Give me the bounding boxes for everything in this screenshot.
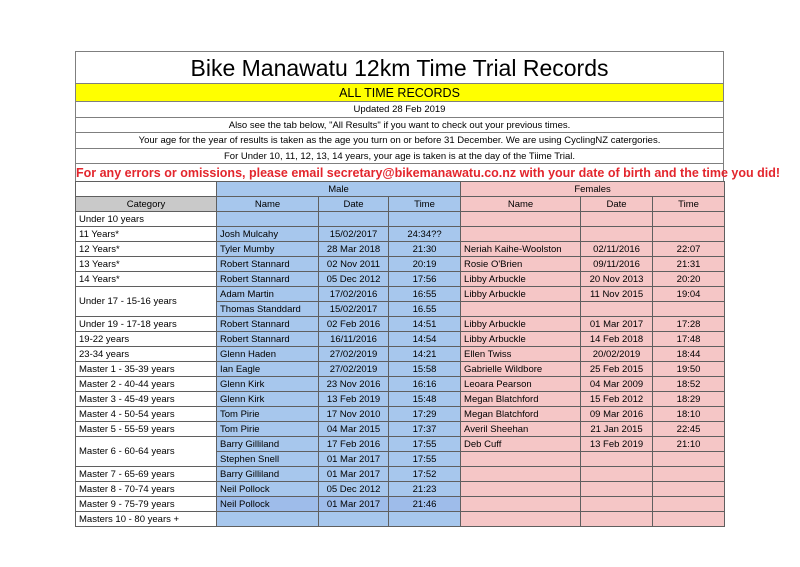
male-name-cell: Glenn Kirk [217, 392, 319, 407]
female-date-cell [581, 497, 653, 512]
female-date-cell: 20/02/2019 [581, 347, 653, 362]
male-time-cell [389, 212, 461, 227]
male-name-cell: Robert Stannard [217, 317, 319, 332]
male-date-cell: 05 Dec 2012 [319, 482, 389, 497]
female-name-cell: Averil Sheehan [461, 422, 581, 437]
male-name-cell: Robert Stannard [217, 272, 319, 287]
category-cell: 11 Years* [76, 227, 217, 242]
female-group-header: Females [461, 182, 725, 197]
category-cell: 19-22 years [76, 332, 217, 347]
female-time-cell: 22:45 [653, 422, 725, 437]
male-time-cell: 21:46 [389, 497, 461, 512]
female-date-cell [581, 467, 653, 482]
female-date-cell [581, 512, 653, 527]
male-time-cell: 21:23 [389, 482, 461, 497]
category-cell: Master 2 - 40-44 years [76, 377, 217, 392]
female-date-header: Date [581, 197, 653, 212]
male-date-cell: 17 Nov 2010 [319, 407, 389, 422]
male-time-cell: 17:29 [389, 407, 461, 422]
male-name-cell: Barry Gilliland [217, 437, 319, 452]
table-row [76, 227, 725, 242]
male-time-cell: 14:51 [389, 317, 461, 332]
female-time-cell [653, 467, 725, 482]
male-date-cell: 16/11/2016 [319, 332, 389, 347]
female-date-cell: 25 Feb 2015 [581, 362, 653, 377]
male-name-header: Name [217, 197, 319, 212]
contact-alert: For any errors or omissions, please email secretary@bikemanawatu.co.nz with your date of birth and the time you did! [75, 163, 724, 181]
male-name-cell: Robert Stannard [217, 332, 319, 347]
male-time-cell: 17:37 [389, 422, 461, 437]
female-time-cell: 18:44 [653, 347, 725, 362]
category-cell: 13 Years* [76, 257, 217, 272]
male-group-header: Male [217, 182, 461, 197]
category-cell: Master 5 - 55-59 years [76, 422, 217, 437]
female-time-cell [653, 482, 725, 497]
table-row [76, 332, 725, 347]
note-all-results: Also see the tab below, "All Results" if you want to check out your previous times. [75, 117, 724, 133]
male-date-cell: 17/02/2016 [319, 287, 389, 302]
table-row [76, 512, 725, 527]
category-cell: Masters 10 - 80 years + [76, 512, 217, 527]
male-name-cell: Ian Eagle [217, 362, 319, 377]
table-row [76, 347, 725, 362]
table-row [76, 317, 725, 332]
female-name-cell [461, 302, 581, 317]
female-time-cell [653, 452, 725, 467]
male-date-header: Date [319, 197, 389, 212]
male-name-cell: Adam Martin [217, 287, 319, 302]
female-time-cell [653, 212, 725, 227]
female-time-cell: 20:20 [653, 272, 725, 287]
female-name-cell: Leoara Pearson [461, 377, 581, 392]
category-cell: Master 7 - 65-69 years [76, 467, 217, 482]
blank-header-cell [76, 182, 217, 197]
male-time-cell: 17:55 [389, 437, 461, 452]
female-date-cell: 01 Mar 2017 [581, 317, 653, 332]
male-date-cell: 23 Nov 2016 [319, 377, 389, 392]
group-header-row [76, 182, 725, 197]
category-cell: Master 1 - 35-39 years [76, 362, 217, 377]
records-body [76, 212, 725, 527]
male-name-cell: Thomas Standdard [217, 302, 319, 317]
female-name-cell: Megan Blatchford [461, 407, 581, 422]
table-row [76, 287, 725, 302]
female-time-cell [653, 302, 725, 317]
male-name-cell: Robert Stannard [217, 257, 319, 272]
female-name-cell: Libby Arbuckle [461, 317, 581, 332]
category-cell: 12 Years* [76, 242, 217, 257]
male-date-cell [319, 512, 389, 527]
male-name-cell: Tom Pirie [217, 407, 319, 422]
female-time-cell: 18:10 [653, 407, 725, 422]
note-junior-age: For Under 10, 11, 12, 13, 14 years, your age is taken is at the day of the Tiime Trial. [75, 148, 724, 164]
male-date-cell: 01 Mar 2017 [319, 467, 389, 482]
updated-date: Updated 28 Feb 2019 [75, 101, 724, 117]
female-date-cell: 04 Mar 2009 [581, 377, 653, 392]
female-name-cell: Gabrielle Wildbore [461, 362, 581, 377]
male-time-header: Time [389, 197, 461, 212]
male-time-cell: 16:16 [389, 377, 461, 392]
male-date-cell: 27/02/2019 [319, 347, 389, 362]
table-row [76, 212, 725, 227]
table-row [76, 242, 725, 257]
female-date-cell: 14 Feb 2018 [581, 332, 653, 347]
female-date-cell [581, 482, 653, 497]
female-time-cell: 21:31 [653, 257, 725, 272]
table-row [76, 377, 725, 392]
female-date-cell [581, 227, 653, 242]
table-row [76, 392, 725, 407]
male-date-cell: 01 Mar 2017 [319, 452, 389, 467]
note-age-rule: Your age for the year of results is taken as the age you turn on or before 31 December. We are using CyclingNZ catergories. [75, 132, 724, 148]
category-cell: Master 4 - 50-54 years [76, 407, 217, 422]
table-row [76, 407, 725, 422]
female-name-cell [461, 212, 581, 227]
female-date-cell: 13 Feb 2019 [581, 437, 653, 452]
female-name-cell: Libby Arbuckle [461, 272, 581, 287]
female-time-cell: 19:04 [653, 287, 725, 302]
male-time-cell: 16.55 [389, 302, 461, 317]
male-date-cell: 04 Mar 2015 [319, 422, 389, 437]
male-time-cell [389, 512, 461, 527]
table-row [76, 422, 725, 437]
category-cell: 23-34 years [76, 347, 217, 362]
female-time-cell: 18:29 [653, 392, 725, 407]
category-cell: Master 3 - 45-49 years [76, 392, 217, 407]
male-date-cell: 15/02/2017 [319, 227, 389, 242]
female-time-cell: 19:50 [653, 362, 725, 377]
female-name-cell: Libby Arbuckle [461, 332, 581, 347]
female-name-cell: Libby Arbuckle [461, 287, 581, 302]
female-date-cell: 09 Mar 2016 [581, 407, 653, 422]
female-date-cell: 11 Nov 2015 [581, 287, 653, 302]
female-name-cell [461, 467, 581, 482]
male-time-cell: 15:48 [389, 392, 461, 407]
female-time-cell: 21:10 [653, 437, 725, 452]
male-name-cell: Glenn Haden [217, 347, 319, 362]
table-row [76, 467, 725, 482]
male-name-cell: Neil Pollock [217, 482, 319, 497]
male-time-cell: 14:21 [389, 347, 461, 362]
male-date-cell: 28 Mar 2018 [319, 242, 389, 257]
male-name-cell: Neil Pollock [217, 497, 319, 512]
male-date-cell: 13 Feb 2019 [319, 392, 389, 407]
male-date-cell: 05 Dec 2012 [319, 272, 389, 287]
male-name-cell [217, 212, 319, 227]
female-time-cell [653, 497, 725, 512]
male-time-cell: 20:19 [389, 257, 461, 272]
male-time-cell: 17:56 [389, 272, 461, 287]
female-name-cell: Ellen Twiss [461, 347, 581, 362]
female-date-cell [581, 452, 653, 467]
male-time-cell: 24:34?? [389, 227, 461, 242]
male-date-cell: 02 Nov 2011 [319, 257, 389, 272]
male-time-cell: 17:55 [389, 452, 461, 467]
table-row [76, 272, 725, 287]
female-name-cell [461, 227, 581, 242]
female-date-cell: 21 Jan 2015 [581, 422, 653, 437]
female-date-cell: 20 Nov 2013 [581, 272, 653, 287]
male-time-cell: 14:54 [389, 332, 461, 347]
female-name-cell: Deb Cuff [461, 437, 581, 452]
male-name-cell: Tom Pirie [217, 422, 319, 437]
female-date-cell: 09/11/2016 [581, 257, 653, 272]
table-row [76, 362, 725, 377]
female-time-cell: 22:07 [653, 242, 725, 257]
male-date-cell: 17 Feb 2016 [319, 437, 389, 452]
column-header-row [76, 197, 725, 212]
records-table [75, 181, 725, 527]
female-time-cell [653, 227, 725, 242]
female-date-cell: 02/11/2016 [581, 242, 653, 257]
male-name-cell: Glenn Kirk [217, 377, 319, 392]
male-name-cell: Barry Gilliland [217, 467, 319, 482]
page-title: Bike Manawatu 12km Time Trial Records [75, 51, 724, 83]
category-cell: Master 9 - 75-79 years [76, 497, 217, 512]
category-header: Category [76, 197, 217, 212]
female-name-cell [461, 452, 581, 467]
male-name-cell: Josh Mulcahy [217, 227, 319, 242]
records-sheet [75, 51, 781, 527]
male-date-cell: 27/02/2019 [319, 362, 389, 377]
female-name-cell [461, 497, 581, 512]
table-row [76, 257, 725, 272]
male-date-cell: 15/02/2017 [319, 302, 389, 317]
category-cell: 14 Years* [76, 272, 217, 287]
female-name-header: Name [461, 197, 581, 212]
female-time-header: Time [653, 197, 725, 212]
female-name-cell: Megan Blatchford [461, 392, 581, 407]
male-time-cell: 21:30 [389, 242, 461, 257]
female-date-cell [581, 302, 653, 317]
female-name-cell [461, 512, 581, 527]
table-row [76, 437, 725, 452]
table-row [76, 482, 725, 497]
female-date-cell [581, 212, 653, 227]
table-row [76, 497, 725, 512]
male-time-cell: 17:52 [389, 467, 461, 482]
female-name-cell: Neriah Kaihe-Woolston [461, 242, 581, 257]
category-cell: Under 10 years [76, 212, 217, 227]
male-time-cell: 15:58 [389, 362, 461, 377]
female-date-cell: 15 Feb 2012 [581, 392, 653, 407]
male-name-cell: Stephen Snell [217, 452, 319, 467]
female-time-cell: 17:28 [653, 317, 725, 332]
male-name-cell: Tyler Mumby [217, 242, 319, 257]
male-name-cell [217, 512, 319, 527]
all-time-records-banner: ALL TIME RECORDS [75, 83, 724, 101]
female-time-cell: 17:48 [653, 332, 725, 347]
female-name-cell: Rosie O'Brien [461, 257, 581, 272]
category-cell: Master 8 - 70-74 years [76, 482, 217, 497]
category-cell: Master 6 - 60-64 years [76, 437, 217, 467]
male-date-cell [319, 212, 389, 227]
male-date-cell: 01 Mar 2017 [319, 497, 389, 512]
male-date-cell: 02 Feb 2016 [319, 317, 389, 332]
female-name-cell [461, 482, 581, 497]
category-cell: Under 19 - 17-18 years [76, 317, 217, 332]
female-time-cell [653, 512, 725, 527]
category-cell: Under 17 - 15-16 years [76, 287, 217, 317]
male-time-cell: 16:55 [389, 287, 461, 302]
female-time-cell: 18:52 [653, 377, 725, 392]
